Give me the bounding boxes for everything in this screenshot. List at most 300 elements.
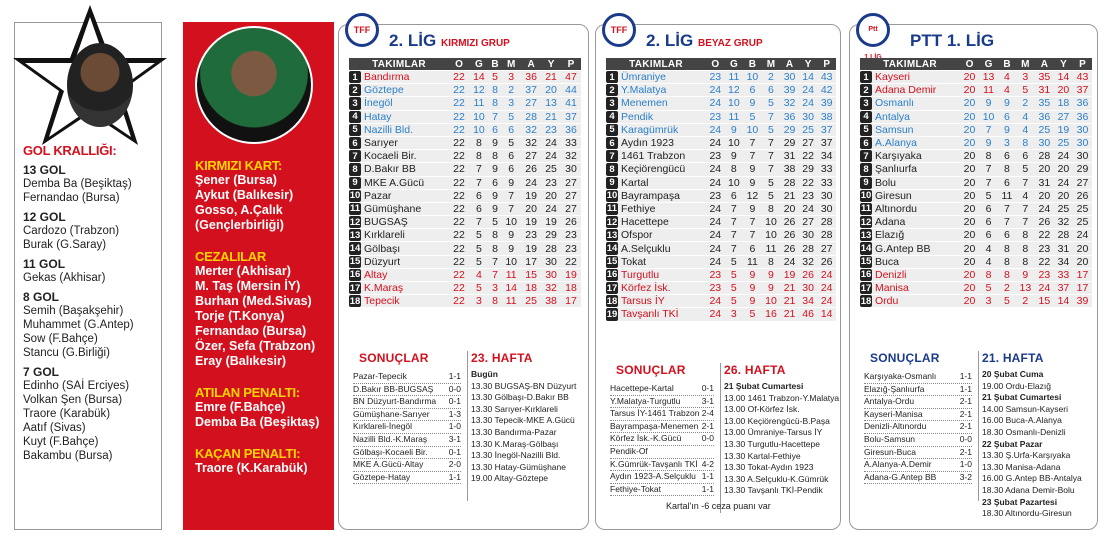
league-panel-white-group [595,24,841,530]
standings-table [860,57,1092,308]
stat-cell: 32 [1054,216,1073,228]
result-match: MKE A.Gücü-Altay [353,459,424,470]
stat-cell: 11 [725,71,744,83]
stat-cell: 20 [1054,163,1073,175]
stat-cell: 24 [706,295,725,307]
stat-cell: 5 [489,216,501,228]
player-photo [67,43,133,127]
team-name: Gümüşhane [361,203,449,215]
league-title-text: 2. LİG [389,31,437,50]
stat-cell: 28 [817,229,836,241]
stat-cell: 11 [998,190,1016,202]
column-header: A [780,58,799,70]
stat-cell: 6 [998,111,1016,123]
team-name: Karagümrük [618,124,706,136]
stat-cell: 23 [1035,242,1054,254]
stat-cell: 11 [469,97,489,109]
stat-cell: 25 [1073,216,1092,228]
stat-cell: 15 [1035,295,1054,307]
scorer-name: Kuyt (F.Bahçe) [23,436,99,448]
result-row [864,472,972,485]
column-header: TAKIMLAR [349,58,449,70]
stat-cell: 7 [1016,216,1035,228]
stat-cell: 35 [1035,97,1054,109]
stat-cell: 8 [998,269,1016,281]
table-row [860,84,1092,96]
stat-cell: 6 [979,229,998,241]
team-name: Manisa [872,282,960,294]
table-row [860,124,1092,136]
stat-cell: 23 [706,282,725,294]
stat-cell: 5 [469,282,489,294]
stat-cell: 9 [489,163,501,175]
stat-cell: 31 [1035,84,1054,96]
stat-cell: 38 [817,111,836,123]
stat-cell: 8 [489,150,501,162]
stat-cell: 24 [817,282,836,294]
stat-cell: 36 [521,71,541,83]
rank: 13 [349,229,361,241]
stat-cell: 20 [960,150,979,162]
stat-cell: 43 [817,71,836,83]
stat-cell: 9 [489,190,501,202]
fixture: 18.30 Altınordu-Giresun [982,508,1072,519]
stat-cell: 20 [960,269,979,281]
discipline-list [195,158,330,476]
stat-cell: 31 [1035,177,1054,189]
result-score: 3-1 [701,395,714,406]
stat-cell: 6 [998,177,1016,189]
fixture: 13.00 1461 Trabzon-Y.Malatya [724,392,840,403]
fixture: 13.30 Kartal-Fethiye [724,450,801,461]
stat-cell: 42 [817,84,836,96]
team-name: Buca [872,256,960,268]
stat-cell: 6 [725,190,744,202]
stat-cell: 24 [1073,229,1092,241]
stat-cell: 33 [1054,269,1073,281]
stat-cell: 10 [725,137,744,149]
stat-cell: 11 [979,84,998,96]
league-logo: Ptt [856,13,890,47]
stat-cell: 24 [706,163,725,175]
stat-cell: 28 [1054,229,1073,241]
stat-cell: 10 [501,216,521,228]
stat-cell: 32 [561,150,581,162]
stat-cell: 32 [521,137,541,149]
goals-count: 11 GOL [23,257,66,271]
result-match: BN Düzyurt-Bandırma [353,396,437,407]
fixture: 13.30 K.Maraş-Gölbaşı [471,438,559,449]
top-scorers-panel [14,22,162,530]
result-score: 4-2 [701,458,714,469]
stat-cell: 39 [817,97,836,109]
fixture-date: 23 Şubat Pazartesi [982,496,1058,507]
stat-cell: 22 [449,229,469,241]
stat-cell: 22 [561,256,581,268]
scorers-title: GOL KRALLIĞI: [23,143,117,158]
rank: 15 [349,256,361,268]
stat-cell: 23 [541,177,561,189]
column-header: O [706,58,725,70]
stat-cell: 8 [469,150,489,162]
fixture-date: 21 Şubat Cumartesi [724,381,804,391]
table-row [606,124,836,136]
stat-cell: 32 [780,97,799,109]
rank: 16 [606,269,618,281]
rank: 4 [349,111,361,123]
table-row [349,256,581,268]
scorer-name: Stancu (G.Birliği) [23,347,110,359]
result-score: 1-1 [701,471,714,482]
stat-cell: 5 [725,295,744,307]
stat-cell: 20 [1054,190,1073,202]
rank: 17 [860,282,872,294]
stat-cell: 24 [780,256,799,268]
stat-cell: 9 [501,177,521,189]
rank: 1 [349,71,361,83]
team-name: Samsun [872,124,960,136]
team-name: Gölbaşı [361,242,449,254]
stat-cell: 5 [469,242,489,254]
stat-cell: 19 [561,269,581,281]
result-score: 1-1 [959,371,972,381]
results-list [610,383,714,496]
stat-cell: 9 [501,229,521,241]
stat-cell: 6 [979,203,998,215]
stat-cell: 37 [1054,282,1073,294]
team-name: Kocaeli Bir. [361,150,449,162]
table-row [606,256,836,268]
stat-cell: 36 [1073,97,1092,109]
stat-cell: 30 [1073,150,1092,162]
table-row [349,203,581,215]
result-score: 0-0 [448,383,461,394]
stat-cell: 34 [1054,256,1073,268]
rank: 12 [860,216,872,228]
stat-cell: 24 [799,84,818,96]
fixture-date: 22 Şubat Pazar [982,438,1043,449]
result-match: Körfez İsk.-K.Gücü [610,433,682,444]
fixture: 13.30 Tokat-Aydın 1923 [724,462,814,473]
stat-cell: 33 [817,163,836,175]
stat-cell: 27 [1073,177,1092,189]
stat-cell: 23 [521,229,541,241]
stat-cell: 9 [501,242,521,254]
fixture: 13.30 Sarıyer-Kırklareli [471,403,558,414]
rank: 14 [860,243,872,255]
rank: 12 [349,216,361,228]
table-row [860,111,1092,123]
stat-cell: 22 [449,150,469,162]
stat-cell: 26 [780,242,799,254]
team-name: Tokat [618,256,706,268]
stat-cell: 3 [501,71,521,83]
result-row [353,421,461,434]
player-photo [195,26,313,144]
stat-cell: 24 [1035,282,1054,294]
table-row [860,295,1092,307]
result-match: Bolu-Samsun [864,433,916,444]
stat-cell: 4 [1016,111,1035,123]
stat-cell: 11 [501,295,521,307]
rank: 19 [606,308,618,320]
team-name: Tepecik [361,295,449,307]
stat-cell: 4 [979,242,998,254]
stat-cell: 5 [998,295,1016,307]
stat-cell: 26 [1035,216,1054,228]
stat-cell: 37 [817,124,836,136]
stat-cell: 10 [762,216,781,228]
result-match: Karşıyaka-Osmanlı [864,371,937,381]
stat-cell: 25 [799,124,818,136]
table-row [606,282,836,294]
result-row [610,471,714,484]
stat-cell: 20 [1073,256,1092,268]
stat-cell: 23 [561,242,581,254]
stat-cell: 7 [743,150,762,162]
stat-cell: 8 [979,150,998,162]
stat-cell: 7 [1016,177,1035,189]
rank: 15 [860,256,872,268]
stat-cell: 22 [1035,229,1054,241]
team-name: Kayseri [872,71,960,83]
rank: 9 [860,177,872,189]
stat-cell: 8 [979,269,998,281]
result-match: Elazığ-Şanlıurfa [864,383,925,394]
stat-cell: 7 [501,190,521,202]
stat-cell: 5 [725,256,744,268]
stat-cell: 24 [521,177,541,189]
stat-cell: 4 [998,71,1016,83]
stat-cell: 6 [743,242,762,254]
table-row [349,216,581,228]
fixture-date: 20 Şubat Cuma [982,369,1044,379]
stat-cell: 25 [1073,203,1092,215]
stat-cell: 9 [1016,269,1035,281]
stat-cell: 24 [706,308,725,320]
stat-cell: 7 [979,177,998,189]
stat-cell: 36 [561,124,581,136]
stat-cell: 8 [489,242,501,254]
stat-cell: 7 [469,163,489,175]
stat-cell: 26 [780,216,799,228]
result-match: Göztepe-Hatay [353,471,411,482]
stat-cell: 9 [743,269,762,281]
table-row [860,256,1092,268]
stat-cell: 21 [541,71,561,83]
stat-cell: 24 [706,84,725,96]
stat-cell: 7 [762,137,781,149]
stat-cell: 19 [541,216,561,228]
result-score: 0-1 [448,446,461,457]
stat-cell: 2 [762,71,781,83]
team-name: A.Alanya [872,137,960,149]
stat-cell: 3 [725,308,744,320]
results-title: SONUÇLAR [359,351,429,365]
column-header: M [762,58,781,70]
table-row [860,150,1092,162]
column-header: Y [799,58,818,70]
league-title-text: 2. LİG [646,31,694,50]
result-row [864,434,972,447]
team-name: Hacettepe [618,216,706,228]
scorer-name: Gekas (Akhisar) [23,272,106,284]
stat-cell: 8 [762,256,781,268]
table-row [606,216,836,228]
league-panel-ptt [849,24,1098,530]
stat-cell: 7 [762,163,781,175]
stat-cell: 26 [799,269,818,281]
stat-cell: 18 [521,282,541,294]
rank: 10 [860,190,872,202]
result-score: 2-1 [959,396,972,407]
fixture: 13.30 Gölbaşı-D.Bakır BB [471,392,569,403]
result-score: 0-0 [959,433,972,444]
stat-cell: 26 [1073,190,1092,202]
stat-cell: 23 [1035,269,1054,281]
stat-cell: 22 [449,124,469,136]
stat-cell: 9 [979,137,998,149]
stat-cell: 20 [521,203,541,215]
table-row [349,242,581,254]
stat-cell: 20 [780,203,799,215]
stat-cell: 37 [521,84,541,96]
stat-cell: 23 [561,229,581,241]
discipline-name: Gosso, A.Çalık [195,203,283,217]
table-row [606,269,836,281]
footnote: Kartal'ın -6 ceza puanı var [666,501,771,511]
scorers-list [23,143,158,463]
table-header [349,58,581,70]
stat-cell: 29 [780,124,799,136]
table-row [606,308,836,320]
result-score: 2-1 [959,421,972,432]
stat-cell: 25 [541,163,561,175]
stat-cell: 9 [743,295,762,307]
stat-cell: 7 [725,229,744,241]
scorer-name: Muhammet (G.Antep) [23,319,134,331]
team-name: G.Antep BB [872,242,960,254]
rank: 14 [606,243,618,255]
stat-cell: 2 [1016,295,1035,307]
rank: 9 [606,177,618,189]
fixture: 13.30 Ş.Urfa-Karşıyaka [982,450,1071,461]
rank: 11 [860,203,872,215]
stat-cell: 24 [817,269,836,281]
result-match: D.Bakır BB-BUGSAŞ [353,383,434,394]
team-name: MKE A.Gücü [361,177,449,189]
stat-cell: 12 [469,84,489,96]
result-row [610,433,714,446]
stat-cell: 29 [799,163,818,175]
team-name: Adana [872,216,960,228]
table-row [606,97,836,109]
column-header: G [725,58,744,70]
stat-cell: 7 [998,203,1016,215]
stat-cell: 10 [762,229,781,241]
stat-cell: 5 [1016,163,1035,175]
stat-cell: 8 [489,84,501,96]
rank: 15 [606,256,618,268]
table-row [606,163,836,175]
table-row [606,229,836,241]
stat-cell: 22 [449,111,469,123]
discipline-name: Eray (Balıkesir) [195,354,287,368]
stat-cell: 27 [799,216,818,228]
stat-cell: 24 [706,242,725,254]
scorer-name: Volkan Şen (Bursa) [23,394,123,406]
stat-cell: 10 [743,71,762,83]
stat-cell: 22 [449,71,469,83]
stat-cell: 19 [521,242,541,254]
rank: 4 [606,111,618,123]
stat-cell: 6 [489,124,501,136]
fixture: 13.00 Of-Körfez İsk. [724,404,800,415]
rank: 8 [860,163,872,175]
fixture: 19.00 Altay-Göztepe [471,473,549,484]
team-name: Bayrampaşa [618,190,706,202]
stat-cell: 7 [489,111,501,123]
stat-cell: 6 [743,84,762,96]
fixture: 13.30 A.Selçuklu-K.Gümrük [724,473,829,484]
stat-cell: 22 [449,163,469,175]
result-row [353,459,461,472]
column-header: O [960,58,979,70]
team-name: İnegöl [361,97,449,109]
stat-cell: 28 [541,242,561,254]
fixtures-list [724,381,839,497]
table-row [349,84,581,96]
goals-count: 13 GOL [23,163,66,177]
discipline-name: Fernandao (Bursa) [195,324,307,338]
team-name: Denizli [872,269,960,281]
stat-cell: 17 [561,295,581,307]
stat-cell: 9 [998,124,1016,136]
column-header: TAKIMLAR [606,58,706,70]
league-subtitle: BEYAZ GRUP [697,38,763,49]
discipline-name: Torje (T.Konya) [195,309,285,323]
stat-cell: 7 [489,256,501,268]
team-name: Pendik [618,111,706,123]
table-row [606,295,836,307]
stat-cell: 10 [725,97,744,109]
stat-cell: 4 [998,84,1016,96]
stat-cell: 5 [501,111,521,123]
result-row [610,383,714,396]
stat-cell: 7 [743,137,762,149]
stat-cell: 12 [725,84,744,96]
stat-cell: 13 [979,71,998,83]
fixture: 16.00 G.Antep BB-Antalya [982,473,1082,484]
stat-cell: 19 [1054,124,1073,136]
team-name: Tarsus İY [618,295,706,307]
rank: 16 [860,269,872,281]
result-match: Bayrampaşa-Menemen [610,420,699,431]
stat-cell: 39 [780,84,799,96]
stat-cell: 22 [449,282,469,294]
stat-cell: 14 [469,71,489,83]
stat-cell: 5 [762,177,781,189]
stat-cell: 23 [706,150,725,162]
table-row [349,163,581,175]
table-row [606,71,836,83]
team-name: Kartal [618,177,706,189]
league-logo: TFF [345,13,379,47]
stat-cell: 32 [541,282,561,294]
stat-cell: 5 [743,111,762,123]
stat-cell: 7 [743,216,762,228]
stat-cell: 24 [541,150,561,162]
